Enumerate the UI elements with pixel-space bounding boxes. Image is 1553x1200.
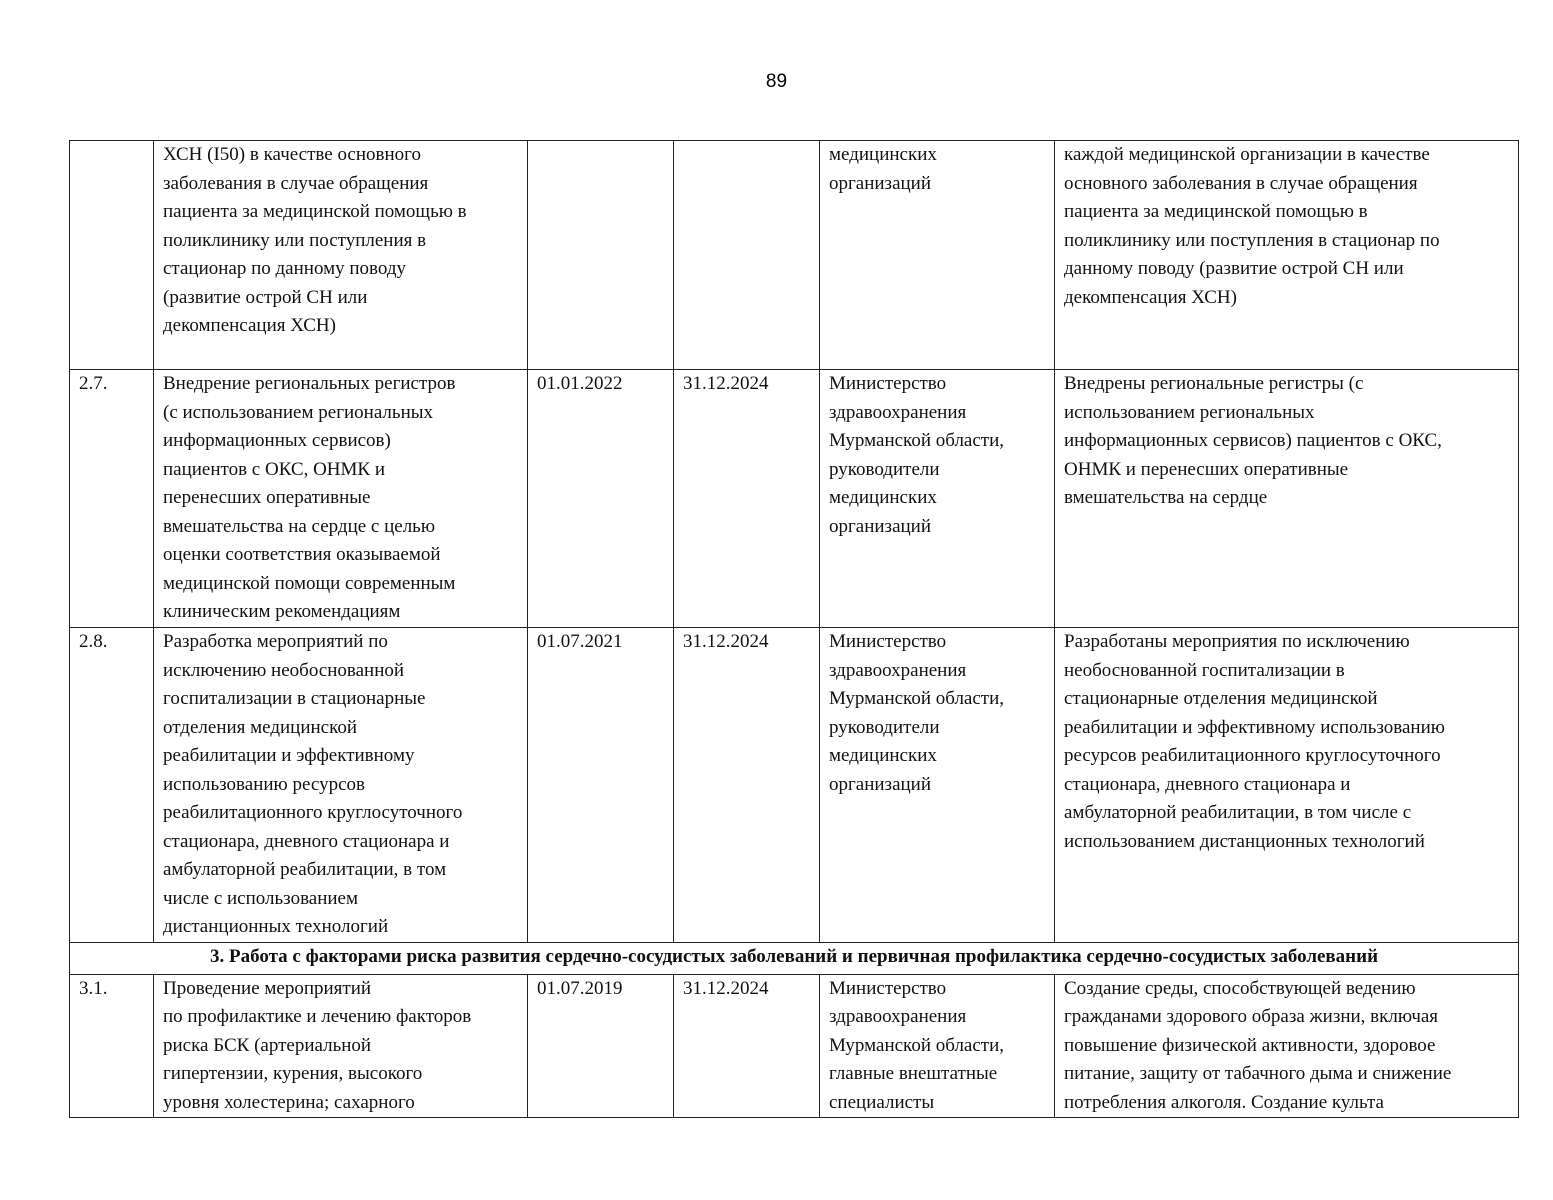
row-number [70, 141, 154, 370]
result-cell: каждой медицинской организации в качестве основного заболевания в случае обращения пациента за медицинской помощью в поликлинику или поступления в стационар по данному поводу (развитие острой СН или декомпенсация ХСН) [1055, 141, 1519, 370]
section-row [70, 942, 1519, 974]
table-row [70, 370, 1519, 628]
responsible-cell: Министерство здравоохранения Мурманской области, руководители медицинских организаций [820, 370, 1055, 628]
start-date-cell: 01.07.2019 [528, 974, 674, 1118]
responsible-cell: медицинских организаций [820, 141, 1055, 370]
start-date-cell [528, 141, 674, 370]
page-number: 89 [765, 71, 788, 92]
result-cell: Внедрены региональные регистры (с использованием региональных информационных сервисов) пациентов с ОКС, ОНМК и перенесших оперативные вмешательства на сердце [1055, 370, 1519, 628]
activity-cell: Внедрение региональных регистров (с использованием региональных информационных сервисов) пациентов с ОКС, ОНМК и перенесших оперативные вмешательства на сердце с целью оценки соответствия оказываемой медицинской помощи современным клиническим рекомендациям [154, 370, 528, 628]
activity-cell: Разработка мероприятий по исключению необоснованной госпитализации в стационарные отделения медицинской реабилитации и эффективному использованию ресурсов реабилитационного круглосуточного стационара, дневного стационара и амбулаторной реабилитации, в том числе с использованием дистанционных технологий [154, 628, 528, 943]
row-number: 2.8. [70, 628, 154, 943]
end-date-cell: 31.12.2024 [674, 974, 820, 1118]
end-date-cell: 31.12.2024 [674, 370, 820, 628]
activity-cell: Проведение мероприятий по профилактике и лечению факторов риска БСК (артериальной гипертензии, курения, высокого уровня холестерина; сахарного [154, 974, 528, 1118]
end-date-cell: 31.12.2024 [674, 628, 820, 943]
result-cell: Разработаны мероприятия по исключению необоснованной госпитализации в стационарные отделения медицинской реабилитации и эффективному использованию ресурсов реабилитационного круглосуточного стационара, дневного стационара и амбулаторной реабилитации, в том числе с использованием дистанционных технологий [1055, 628, 1519, 943]
table-row [70, 141, 1519, 370]
activity-cell: ХСН (I50) в качестве основного заболевания в случае обращения пациента за медицинской помощью в поликлинику или поступления в стационар по данному поводу (развитие острой СН или декомпенсация ХСН) [154, 141, 528, 370]
result-cell: Создание среды, способствующей ведению гражданами здорового образа жизни, включая повышение физической активности, здоровое питание, защиту от табачного дыма и снижение потребления алкоголя. Создание культа [1055, 974, 1519, 1118]
table-row [70, 628, 1519, 943]
responsible-cell: Министерство здравоохранения Мурманской области, главные внештатные специалисты [820, 974, 1055, 1118]
row-number: 2.7. [70, 370, 154, 628]
start-date-cell: 01.07.2021 [528, 628, 674, 943]
table-row [70, 974, 1519, 1118]
end-date-cell [674, 141, 820, 370]
row-number: 3.1. [70, 974, 154, 1118]
responsible-cell: Министерство здравоохранения Мурманской области, руководители медицинских организаций [820, 628, 1055, 943]
activity-table [69, 140, 1519, 1118]
section-heading: 3. Работа с факторами риска развития сердечно-сосудистых заболеваний и первичная профилактика сердечно-сосудистых заболеваний [70, 942, 1519, 974]
start-date-cell: 01.01.2022 [528, 370, 674, 628]
